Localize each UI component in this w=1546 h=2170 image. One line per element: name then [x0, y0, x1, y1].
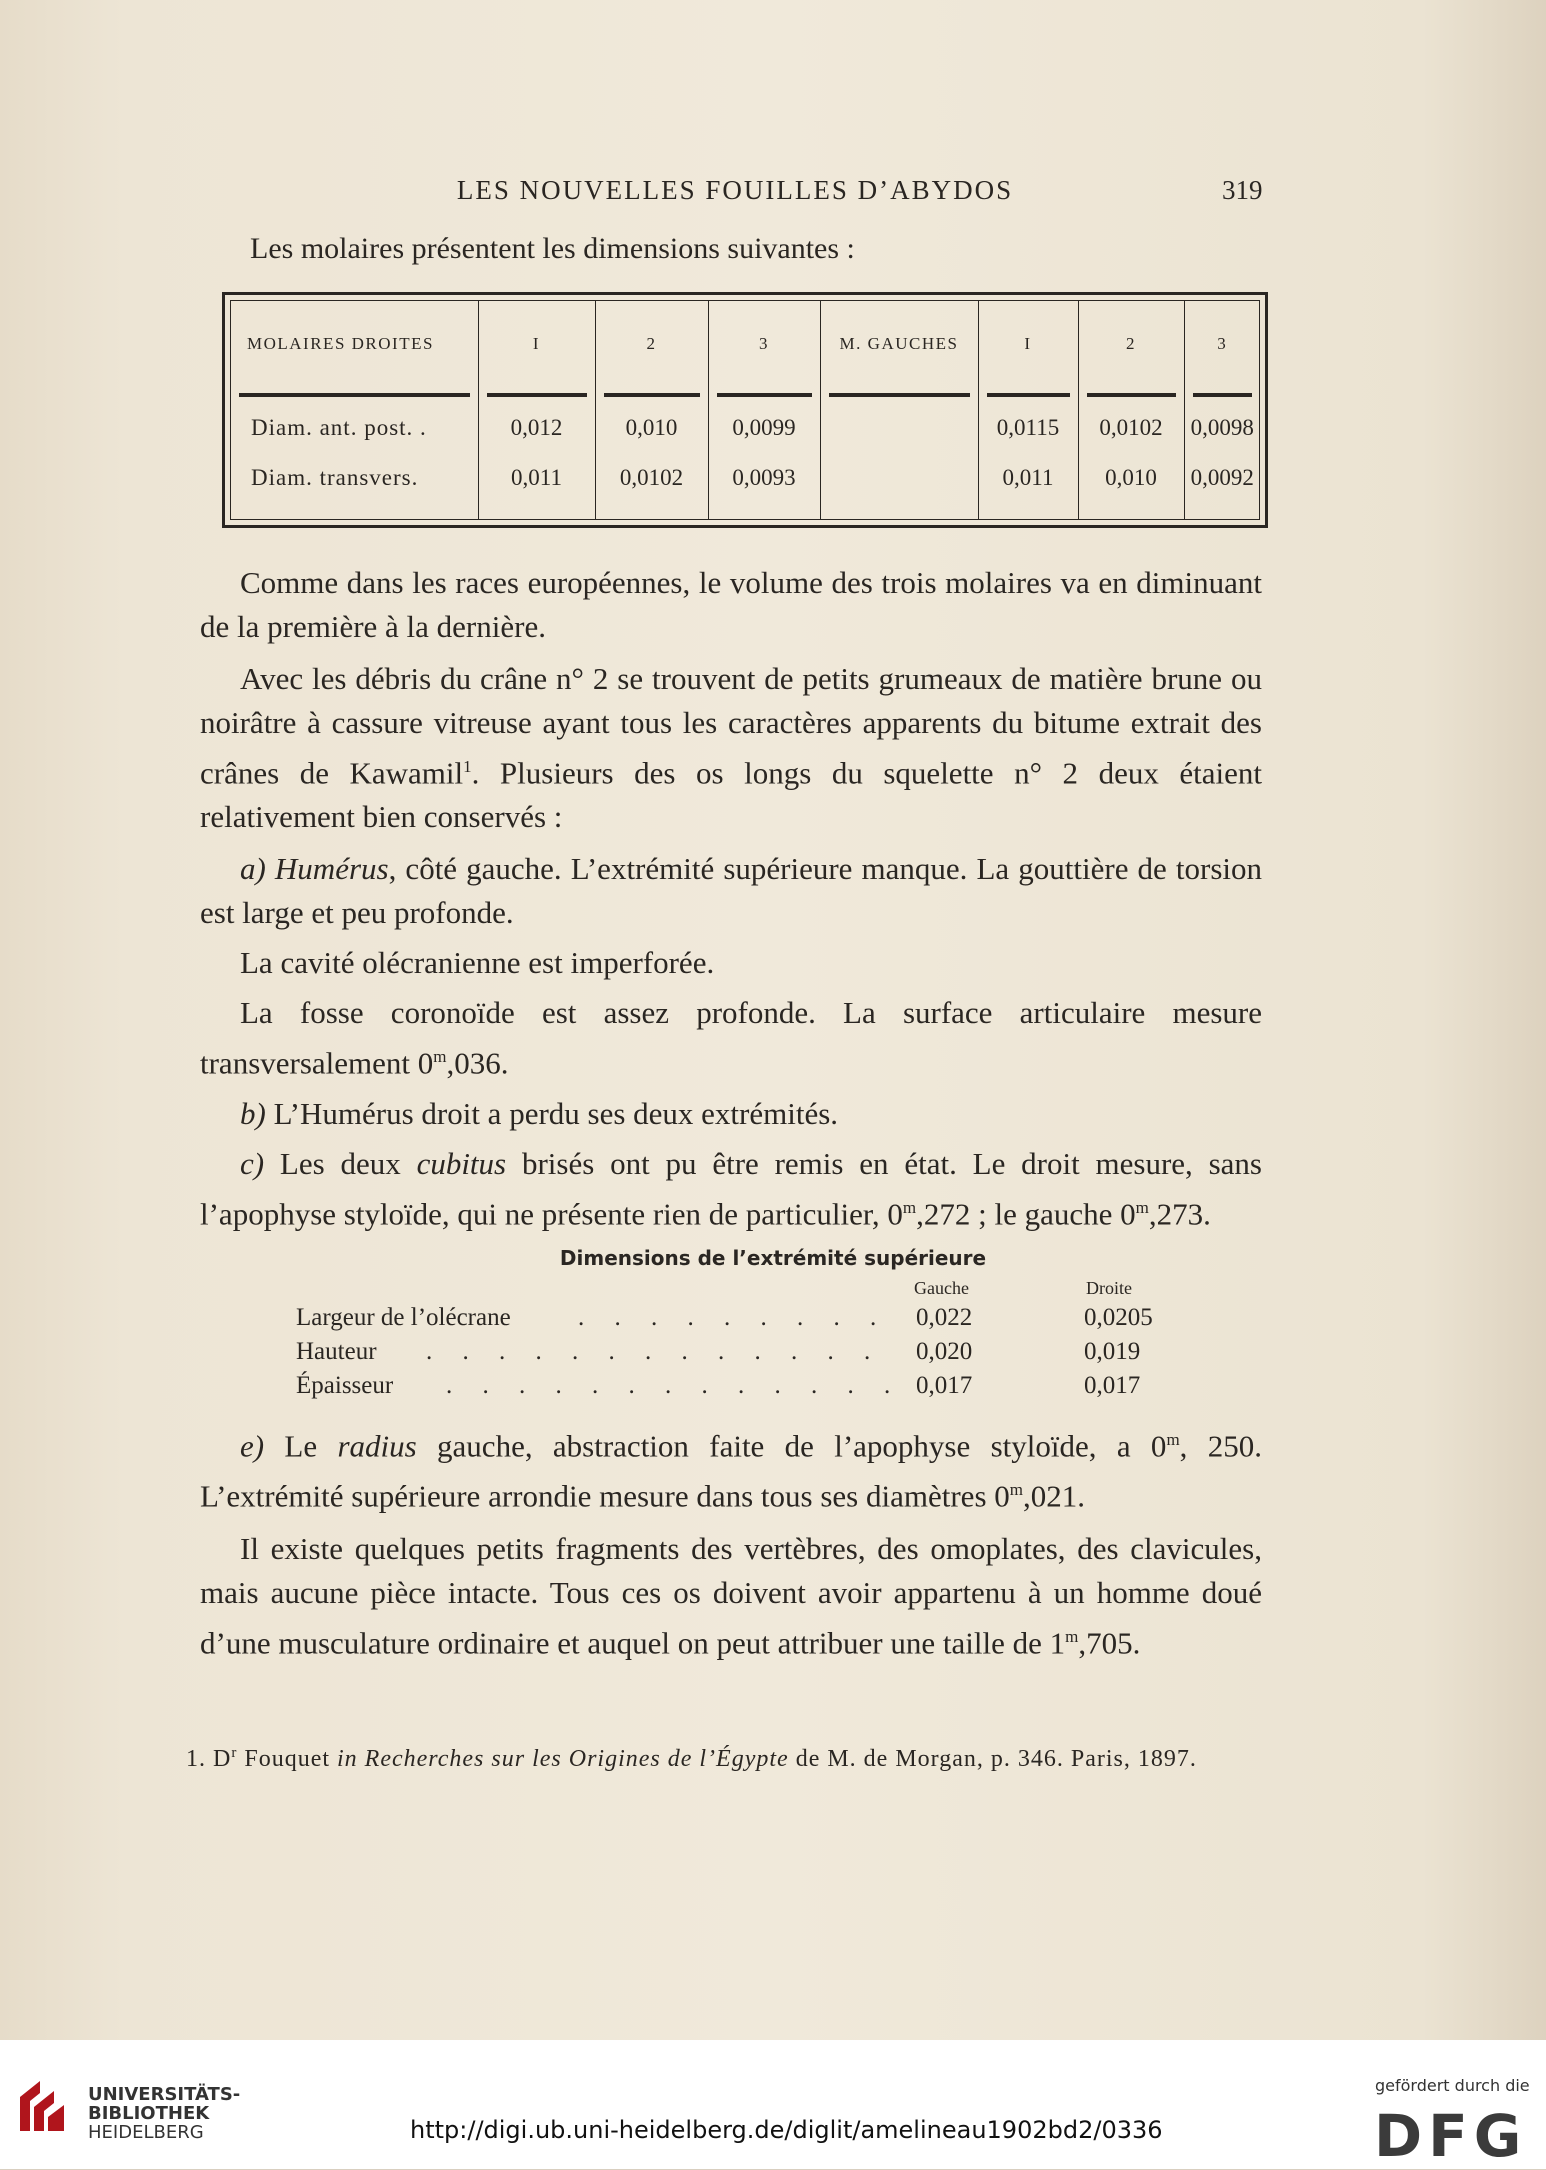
table-row: [231, 453, 1260, 503]
cell: 0,010: [595, 403, 708, 453]
cell: 0,0115: [978, 403, 1078, 453]
running-title: LES NOUVELLES FOUILLES D’ABYDOS: [456, 175, 1014, 205]
cell: 0,0093: [708, 453, 820, 503]
cell: 0,0102: [595, 453, 708, 503]
paragraph-humerus-droit: b) L’Humérus droit a perdu ses deux extrémités.: [240, 1095, 839, 1131]
body-text-upper: [200, 561, 1262, 1236]
header-right-3: 3: [708, 301, 820, 387]
intro-sentence: Les molaires présentent les dimensions suivantes :: [250, 232, 855, 265]
dimension-row: Épaisseur . . . . . . . . . . . . . 0,017 0,017: [296, 1372, 1141, 1399]
page-header: [0, 175, 1546, 211]
header-left-3: 3: [1184, 301, 1260, 387]
header-rule: [231, 387, 1260, 403]
dimension-row: Hauteur . . . . . . . . . . . . . 0,020 0,019: [296, 1338, 1141, 1365]
cell: 0,010: [1078, 453, 1184, 503]
permalink-url[interactable]: http://digi.ub.uni-heidelberg.de/diglit/amelineau1902bd2/0336: [410, 2116, 1163, 2144]
paragraph-humerus: a) Humérus, côté gauche. L’extrémité supérieure manque. La gouttière de torsion est large et peu profonde.: [200, 851, 1263, 931]
column-header-gauche: Gauche: [914, 1278, 969, 1298]
dimension-row: Largeur de l’olécrane . . . . . . . . . 0,022 0,0205: [296, 1304, 1153, 1331]
cell: 0,011: [978, 453, 1078, 503]
page-number: 319: [1222, 175, 1263, 205]
header-m-gauches: M. GAUCHES: [820, 301, 978, 387]
cell: [820, 453, 978, 503]
column-header-droite: Droite: [1086, 1278, 1132, 1298]
cell: 0,012: [478, 403, 595, 453]
row-label: Diam. ant. post. .: [251, 415, 427, 441]
footnote: 1. $D^r$ Fouquet in Recherches sur les Origines de l’Égypte de M. de Morgan, p. 346. Paris, 1897.: [186, 1745, 1197, 1772]
library-name: UNIVERSITÄTS- BIBLIOTHEK HEIDELBERG: [88, 2084, 241, 2143]
cell: 0,011: [478, 453, 595, 503]
table-header-row: [231, 301, 1260, 387]
paragraph-fragments: Il existe quelques petits fragments des vertèbres, des omoplates, des clavicules, mais aucune pièce intacte. Tous ces os doivent avoir appartenu à un homme doué d’une musculature ordinaire et auquel on peut attribuer une taille de 1$^m$,705.: [200, 1530, 1262, 1660]
paragraph-bitume: Avec les débris du crâne n° 2 se trouvent de petits grumeaux de matière brune ou noirâtre à cassure vitreuse ayant tous les caractères apparents du bitume extrait des crânes de Kawamil$^1$. Plusieurs des os longs du squelette n° 2 deux étaient relativement bien conservés :: [200, 661, 1262, 835]
body-text-lower: [200, 1418, 1262, 1665]
header-left-2: 2: [1078, 301, 1184, 387]
cell: 0,0098: [1184, 403, 1260, 453]
paragraph-radius: e) Le radius gauche, abstraction faite de l’apophyse styloïde, a 0$^m$, 250. L’extrémité supérieure arrondie mesure dans tous ses diamètres 0$^m$,021.: [200, 1428, 1263, 1514]
cell: 0,0092: [1184, 453, 1260, 503]
cell: 0,0099: [708, 403, 820, 453]
molar-dimensions-table: [222, 292, 1268, 528]
viewer-footer: [0, 2040, 1546, 2169]
paragraph-cubitus: c) Les deux cubitus brisés ont pu être remis en état. Le droit mesure, sans l’apophyse styloïde, qui ne présente rien de particulier, 0$^m$,272 ; le gauche 0$^m$,273.: [200, 1145, 1262, 1231]
header-right-2: 2: [595, 301, 708, 387]
university-library-logo-icon: [14, 2075, 70, 2137]
dimensions-title: Dimensions de l’extrémité supérieure: [559, 1246, 987, 1270]
dfg-logo: DFG: [1374, 2102, 1528, 2170]
header-right-1: I: [478, 301, 595, 387]
paragraph-cavite: La cavité olécranienne est imperforée.: [240, 945, 715, 981]
cell: [820, 403, 978, 453]
paragraph-molaires: Comme dans les races européennes, le volume des trois molaires va en diminuant de la première à la dernière.: [200, 565, 1262, 644]
header-molaires-droites: MOLAIRES DROITES: [247, 334, 434, 354]
table-row: [231, 403, 1260, 453]
paragraph-fosse: La fosse coronoïde est assez profonde. La surface articulaire mesure transversalement 0$^m$,036.: [200, 995, 1262, 1081]
header-left-1: I: [978, 301, 1078, 387]
funding-note: gefördert durch die: [1375, 2076, 1530, 2095]
row-label: Diam. transvers.: [251, 465, 419, 491]
cell: 0,0102: [1078, 403, 1184, 453]
